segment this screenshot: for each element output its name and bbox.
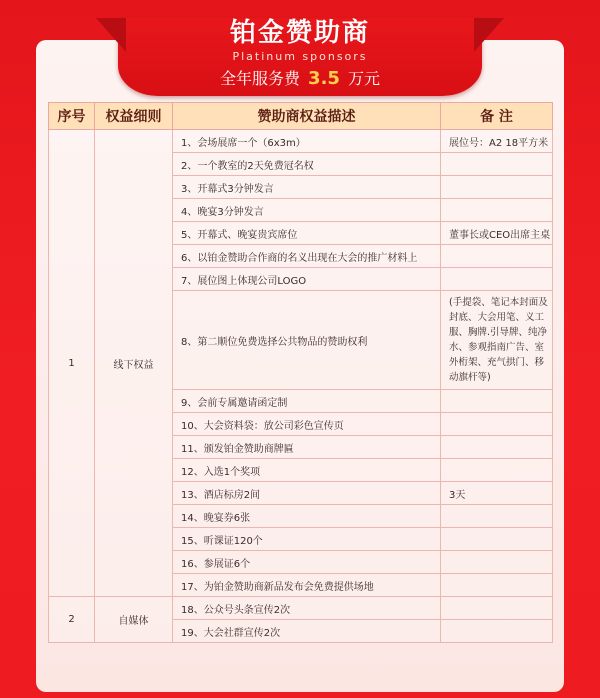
benefit-note [441, 153, 553, 176]
benefit-description: 7、展位图上体现公司LOGO [173, 268, 441, 291]
fee-suffix: 万元 [348, 69, 381, 88]
group-category: 线下权益 [95, 130, 173, 597]
table-row [49, 597, 553, 620]
column-header-no: 序号 [49, 103, 95, 130]
benefit-note: 3天 [441, 482, 553, 505]
fee-prefix: 全年服务费 [219, 69, 300, 88]
benefit-description: 4、晚宴3分钟发言 [173, 199, 441, 222]
column-header-description: 赞助商权益描述 [173, 103, 441, 130]
benefit-description: 13、酒店标房2间 [173, 482, 441, 505]
benefit-description: 8、第二顺位免费选择公共物品的赞助权利 [173, 291, 441, 390]
column-header-note: 备 注 [441, 103, 553, 130]
benefit-description: 17、为铂金赞助商新品发布会免费提供场地 [173, 574, 441, 597]
benefit-note [441, 505, 553, 528]
benefit-note: 董事长或CEO出席主桌 [441, 222, 553, 245]
benefit-description: 11、颁发铂金赞助商牌匾 [173, 436, 441, 459]
benefit-description: 14、晚宴券6张 [173, 505, 441, 528]
benefit-note [441, 245, 553, 268]
benefit-note: 展位号：A2 18平方米 [441, 130, 553, 153]
group-number: 1 [49, 130, 95, 597]
benefits-table [48, 102, 553, 643]
benefit-description: 10、大会资料袋：放公司彩色宣传页 [173, 413, 441, 436]
table-header-row [49, 103, 553, 130]
benefit-note [441, 176, 553, 199]
table-row [49, 130, 553, 153]
benefit-description: 19、大会社群宣传2次 [173, 620, 441, 643]
benefit-note [441, 528, 553, 551]
group-category: 自媒体 [95, 597, 173, 643]
benefit-description: 9、会前专属邀请函定制 [173, 390, 441, 413]
benefit-description: 12、入选1个奖项 [173, 459, 441, 482]
benefit-description: 15、听课证120个 [173, 528, 441, 551]
benefit-note [441, 413, 553, 436]
benefit-note: (手提袋、笔记本封面及封底、大会用笔、义工服、胸牌.引导牌、纯净水、参观指南广告、室外桁架、充气拱门、移动旗杆等) [441, 291, 553, 390]
benefit-note [441, 199, 553, 222]
benefit-description: 2、一个教室的2天免费冠名权 [173, 153, 441, 176]
benefit-note [441, 620, 553, 643]
fee-amount: 3.5 [308, 68, 340, 89]
benefit-description: 6、以铂金赞助合作商的名义出现在大会的推广材料上 [173, 245, 441, 268]
benefit-note [441, 390, 553, 413]
benefit-note [441, 268, 553, 291]
benefit-description: 1、会场展席一个（6x3m） [173, 130, 441, 153]
page-subtitle: Platinum sponsors [232, 50, 368, 63]
column-header-category: 权益细则 [95, 103, 173, 130]
group-number: 2 [49, 597, 95, 643]
annual-fee [0, 66, 600, 89]
benefit-note [441, 459, 553, 482]
page-title: 铂金赞助商 [229, 18, 370, 48]
benefit-note [441, 597, 553, 620]
benefit-description: 16、参展证6个 [173, 551, 441, 574]
benefit-note [441, 574, 553, 597]
benefit-description: 5、开幕式、晚宴贵宾席位 [173, 222, 441, 245]
benefit-description: 18、公众号头条宣传2次 [173, 597, 441, 620]
benefit-description: 3、开幕式3分钟发言 [173, 176, 441, 199]
benefit-note [441, 551, 553, 574]
benefit-note [441, 436, 553, 459]
